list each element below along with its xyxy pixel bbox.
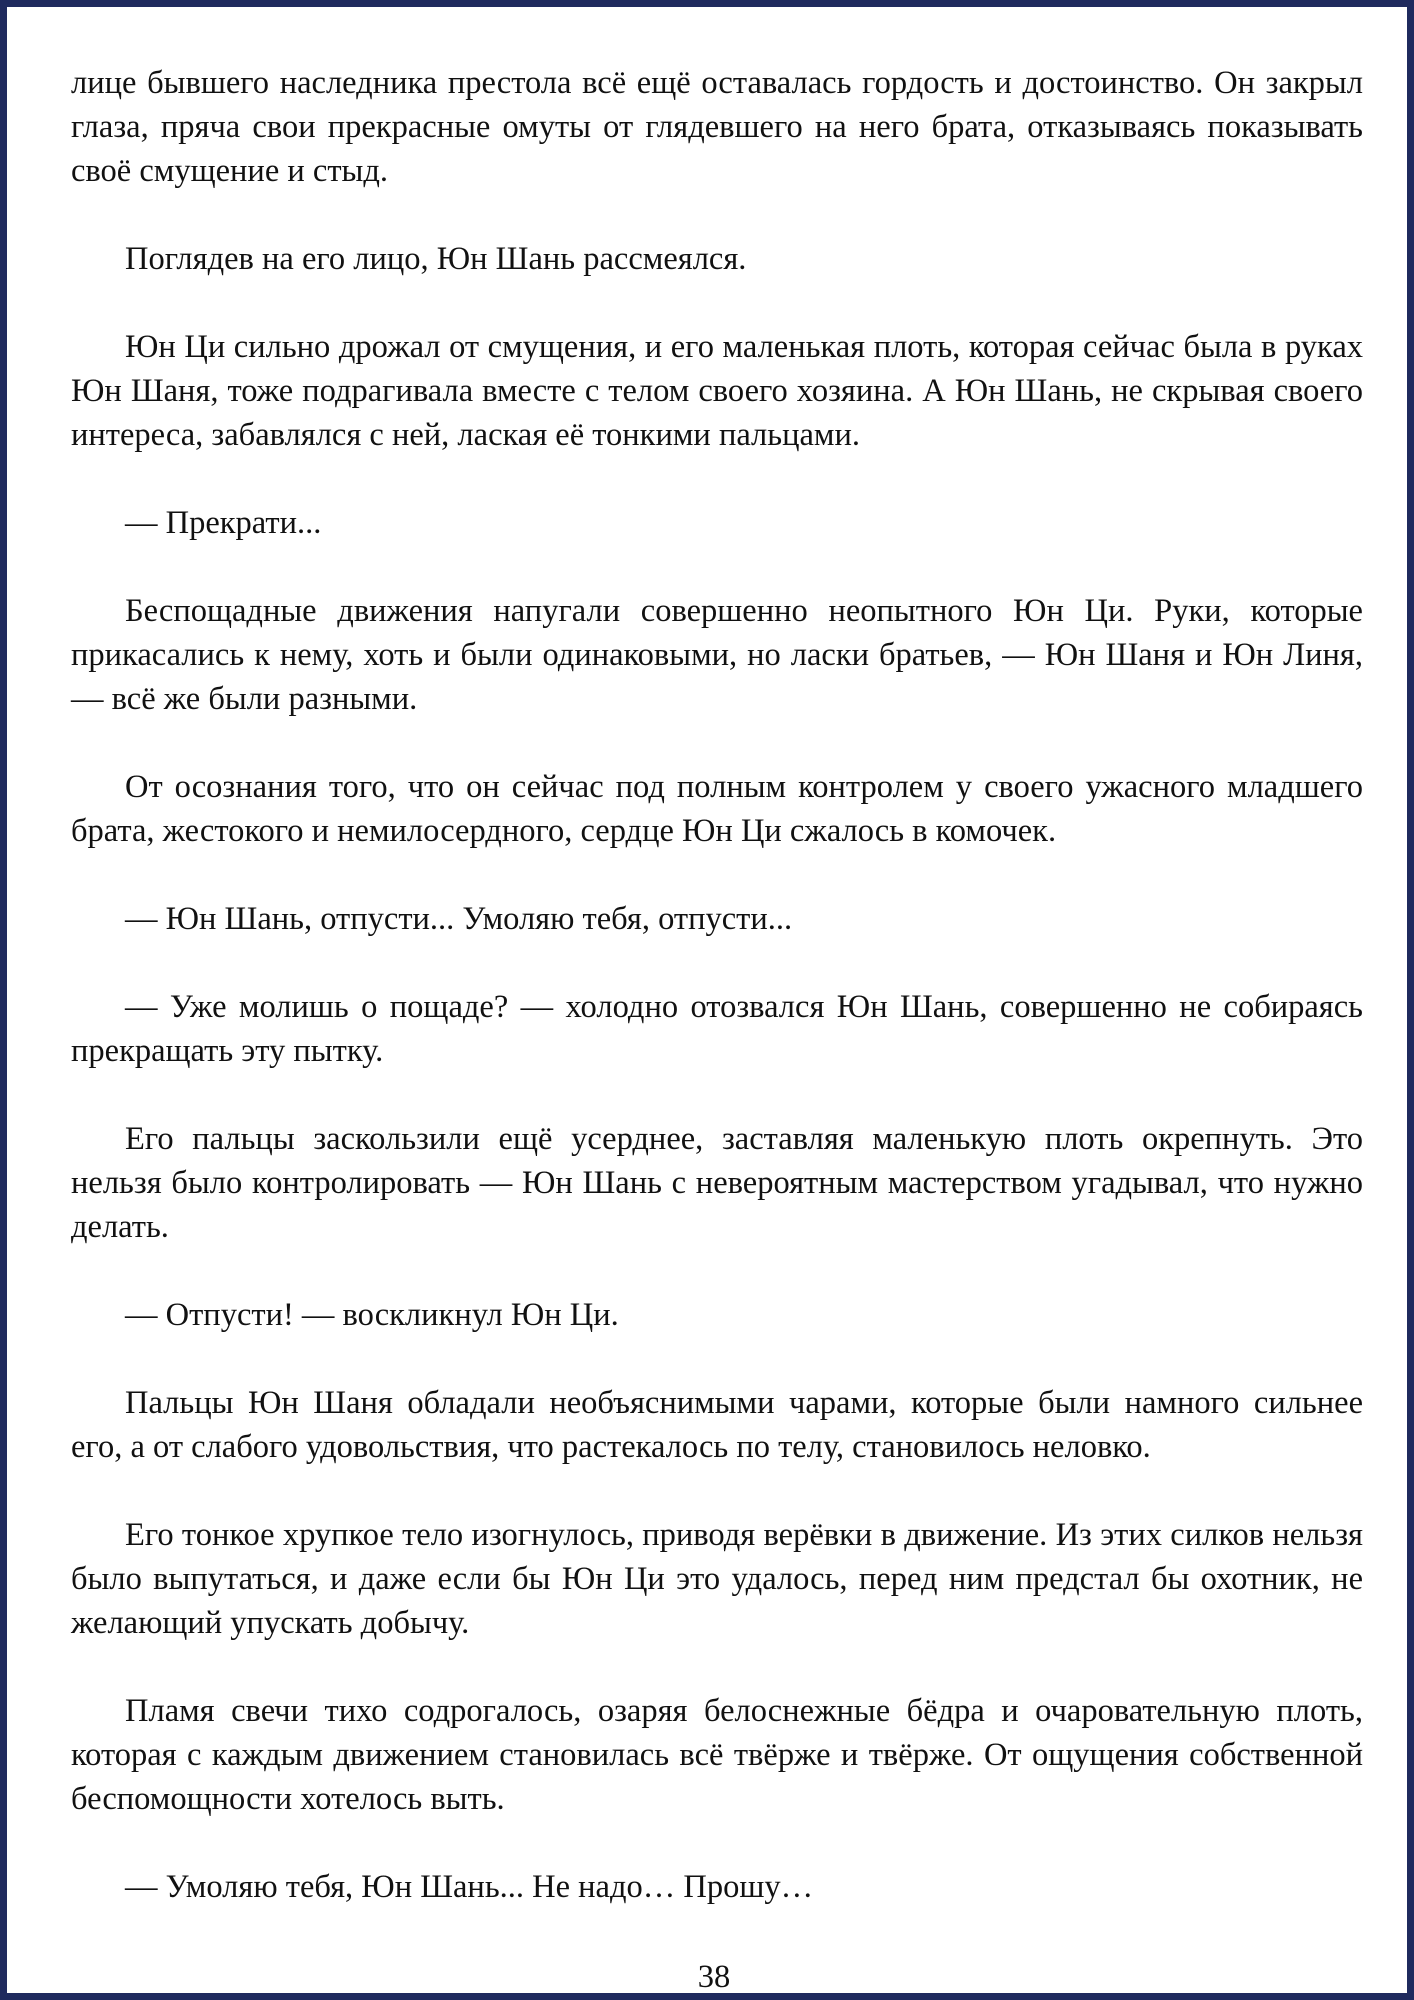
paragraph: Пальцы Юн Шаня обладали необъяснимыми чарами, которые были намного сильнее его, а от слабого удовольствия, что растекалось по телу, становилось неловко.: [71, 1385, 1363, 1465]
paragraph: Пламя свечи тихо содрогалось, озаряя белоснежные бёдра и очаровательную плоть, которая с каждым движением становилась всё твёрже и твёрже. От ощущения собственной беспомощности хотелось выть.: [71, 1693, 1363, 1817]
dialogue-line: — Юн Шань, отпусти... Умоляю тебя, отпусти...: [125, 901, 793, 937]
page-body-text: [71, 61, 1363, 1909]
dialogue-line: — Умоляю тебя, Юн Шань... Не надо… Прошу…: [125, 1869, 814, 1905]
dialogue-line: — Уже молишь о пощаде? — холодно отозвался Юн Шань, совершенно не собираясь прекращать эту пытку.: [71, 989, 1363, 1069]
dialogue-line: — Отпусти! — воскликнул Юн Ци.: [125, 1297, 619, 1333]
paragraph: Беспощадные движения напугали совершенно неопытного Юн Ци. Руки, которые прикасались к нему, хоть и были одинаковыми, но ласки братьев, — Юн Шаня и Юн Линя, — всё же были разными.: [71, 593, 1363, 717]
paragraph: От осознания того, что он сейчас под полным контролем у своего ужасного младшего брата, жестокого и немилосердного, сердце Юн Ци сжалось в комочек.: [71, 769, 1363, 849]
paragraph: Его пальцы заскользили ещё усерднее, заставляя маленькую плоть окрепнуть. Это нельзя было контролировать — Юн Шань с невероятным мастерством угадывал, что нужно делать.: [71, 1121, 1363, 1245]
paragraph: Поглядев на его лицо, Юн Шань рассмеялся.: [125, 241, 747, 277]
paragraph: Его тонкое хрупкое тело изогнулось, приводя верёвки в движение. Из этих силков нельзя было выпутаться, и даже если бы Юн Ци это удалось, перед ним предстал бы охотник, не желающий упускать добычу.: [71, 1517, 1363, 1641]
paragraph: Юн Ци сильно дрожал от смущения, и его маленькая плоть, которая сейчас была в руках Юн Шаня, тоже подрагивала вместе с телом своего хозяина. А Юн Шань, не скрывая своего интереса, забавлялся с ней, лаская её тонкими пальцами.: [71, 329, 1363, 453]
page-number: 38: [697, 1959, 731, 1995]
paragraph-continuation: лице бывшего наследника престола всё ещё оставалась гордость и достоинство. Он закрыл глаза, пряча свои прекрасные омуты от глядевшего на него брата, отказываясь показывать своё смущение и стыд.: [71, 65, 1363, 189]
dialogue-line: — Прекрати...: [125, 505, 322, 541]
